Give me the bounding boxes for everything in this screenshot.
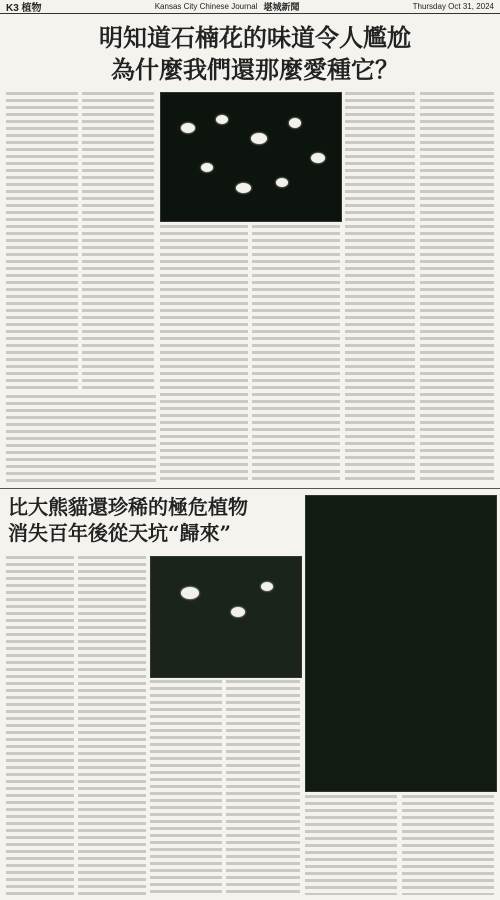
- story2-column-6: [402, 795, 494, 895]
- paper-name-zh: 堪城新聞: [263, 2, 300, 12]
- issue-date: Thursday Oct 31, 2024: [412, 2, 494, 11]
- story2-column-3: [150, 680, 222, 896]
- story2-headline-line1: 比大熊貓還珍稀的極危植物: [8, 495, 248, 519]
- story2-column-2: [78, 556, 146, 896]
- story1-headline-line1: 明知道石楠花的味道令人尷尬: [99, 23, 411, 52]
- section-label: K3 植物: [6, 3, 42, 14]
- paper-name: [155, 0, 300, 13]
- story1-column-6: [345, 92, 415, 482]
- story-divider: [0, 488, 500, 489]
- story2-photo-plant: [150, 556, 302, 678]
- story2-photo-blue-flowers: [305, 495, 497, 792]
- masthead: [0, 0, 500, 14]
- story1-column-1: [6, 92, 78, 392]
- story2-column-4: [226, 680, 300, 896]
- story2-headline: [0, 494, 300, 546]
- story1-column-5: [252, 225, 340, 483]
- paper-name-en: Kansas City Chinese Journal: [154, 2, 258, 11]
- story1-column-2: [82, 92, 154, 392]
- story1-headline: [50, 22, 460, 86]
- story1-headline-line2: 為什麼我們還那麼愛種它？: [111, 55, 399, 84]
- story2-column-1: [6, 556, 74, 896]
- story1-column-4: [160, 225, 248, 483]
- story1-column-7: [420, 92, 494, 482]
- story2-column-5: [305, 795, 397, 895]
- story1-column-3: [6, 395, 156, 483]
- story2-headline-line2: 消失百年後從天坑“歸來”: [8, 521, 232, 545]
- story1-photo-shrub: [160, 92, 342, 222]
